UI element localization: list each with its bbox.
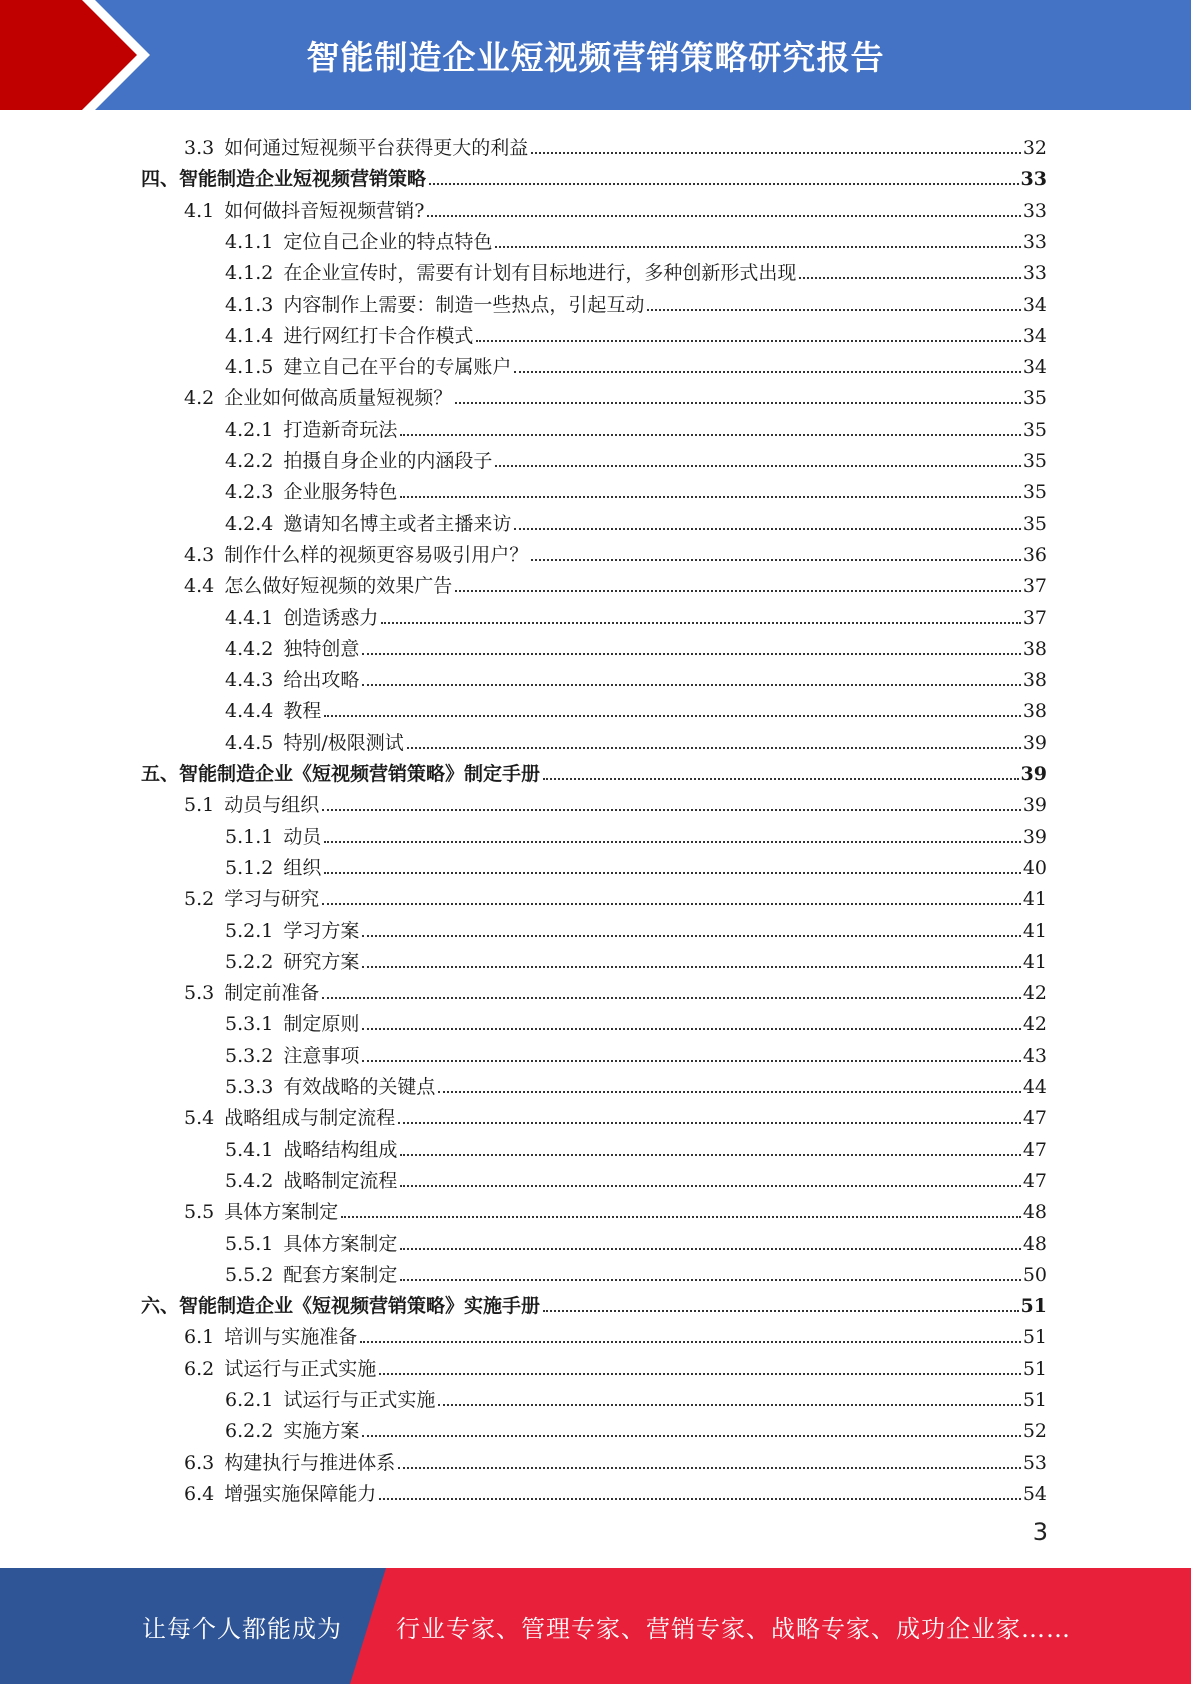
toc-entry-number: 4.1.3 bbox=[225, 293, 274, 316]
toc-entry[interactable] bbox=[225, 504, 1047, 535]
toc-entry-title: 实施方案 bbox=[283, 1420, 360, 1443]
toc-dot-leader bbox=[543, 778, 1019, 780]
toc-entry-page: 48 bbox=[1022, 1232, 1047, 1255]
toc-entry-page: 32 bbox=[1022, 137, 1047, 159]
toc-entry-number: 5.2.2 bbox=[225, 950, 274, 973]
toc-entry-page: 35 bbox=[1022, 450, 1047, 472]
toc-entry-page: 33 bbox=[1020, 168, 1047, 191]
toc-entry-number: 四、 bbox=[141, 168, 180, 191]
toc-entry[interactable] bbox=[225, 1067, 1047, 1098]
toc-entry[interactable] bbox=[184, 973, 1047, 1004]
document-title: 智能制造企业短视频营销策略研究报告 bbox=[306, 37, 885, 77]
toc-entry[interactable] bbox=[184, 378, 1047, 409]
toc-dot-leader bbox=[476, 340, 1020, 342]
toc-entry-page: 39 bbox=[1022, 794, 1047, 817]
toc-entry-number: 4.1.4 bbox=[225, 324, 274, 347]
toc-entry-page: 54 bbox=[1022, 1482, 1047, 1505]
toc-entry-number: 4.4.1 bbox=[225, 606, 274, 629]
toc-entry-page: 33 bbox=[1022, 230, 1047, 253]
toc-dot-leader bbox=[322, 809, 1021, 811]
toc-dot-leader bbox=[362, 684, 1020, 686]
toc-entry-page: 37 bbox=[1022, 606, 1047, 629]
toc-dot-leader bbox=[495, 246, 1020, 248]
footer-slogan-right: 行业专家、管理专家、营销专家、战略专家、成功企业家…… bbox=[396, 1614, 1071, 1643]
toc-entry-page: 51 bbox=[1020, 1295, 1047, 1318]
toc-entry-number: 4.1.2 bbox=[225, 262, 274, 285]
toc-entry-number: 4.1.1 bbox=[225, 230, 274, 253]
toc-entry-number: 5.5.2 bbox=[225, 1263, 274, 1286]
toc-entry-number: 5.5 bbox=[184, 1201, 215, 1224]
toc-entry-number: 5.1.2 bbox=[225, 856, 274, 879]
toc-entry[interactable] bbox=[184, 1349, 1047, 1380]
toc-entry-number: 5.3.3 bbox=[225, 1076, 274, 1098]
toc-dot-leader bbox=[400, 1185, 1020, 1187]
toc-entry-title: 战略结构组成 bbox=[283, 1138, 398, 1161]
toc-entry[interactable] bbox=[141, 754, 1047, 785]
toc-entry[interactable] bbox=[225, 1036, 1047, 1067]
page-footer bbox=[0, 1568, 1191, 1684]
toc-entry-title: 给出攻略 bbox=[283, 669, 360, 692]
toc-dot-leader bbox=[362, 1028, 1020, 1030]
toc-entry-page: 39 bbox=[1020, 763, 1047, 785]
toc-entry-number: 4.1 bbox=[184, 199, 215, 222]
toc-dot-leader bbox=[379, 1498, 1021, 1500]
toc-entry-number: 4.1.5 bbox=[225, 356, 274, 379]
toc-entry-page: 41 bbox=[1022, 919, 1047, 942]
toc-dot-leader bbox=[438, 1091, 1020, 1093]
toc-entry[interactable] bbox=[225, 942, 1047, 973]
toc-entry[interactable] bbox=[225, 848, 1047, 879]
toc-entry-title: 如何做抖音短视频营销? bbox=[224, 199, 425, 222]
toc-entry-page: 38 bbox=[1022, 669, 1047, 692]
toc-entry-number: 5.1.1 bbox=[225, 825, 274, 848]
toc-entry-page: 40 bbox=[1022, 856, 1047, 879]
toc-entry-number: 4.4 bbox=[184, 575, 215, 598]
toc-dot-leader bbox=[514, 371, 1020, 373]
toc-entry-title: 制定前准备 bbox=[224, 982, 320, 1005]
toc-entry-page: 53 bbox=[1022, 1451, 1047, 1474]
toc-entry-title: 组织 bbox=[283, 856, 322, 879]
toc-dot-leader bbox=[400, 1154, 1020, 1156]
toc-dot-leader bbox=[381, 622, 1020, 624]
toc-entry-number: 6.2 bbox=[184, 1357, 215, 1380]
toc-entry-title: 内容制作上需要：制造一些热点，引起互动 bbox=[283, 293, 645, 316]
toc-entry[interactable] bbox=[225, 629, 1047, 660]
toc-entry-number: 4.2 bbox=[184, 387, 215, 410]
toc-entry-title: 教程 bbox=[283, 700, 322, 723]
toc-entry-title: 试运行与正式实施 bbox=[283, 1389, 436, 1411]
toc-entry-title: 定位自己企业的特点特色 bbox=[283, 230, 493, 253]
toc-dot-leader bbox=[400, 496, 1020, 498]
toc-entry-title: 培训与实施准备 bbox=[224, 1326, 358, 1349]
toc-entry[interactable] bbox=[225, 723, 1047, 754]
toc-entry-number: 4.3 bbox=[184, 543, 215, 566]
toc-entry-page: 47 bbox=[1022, 1169, 1047, 1192]
toc-dot-leader bbox=[398, 1467, 1021, 1469]
toc-entry-title: 企业如何做高质量短视频？ bbox=[224, 387, 453, 410]
footer-slogan-left: 让每个人都能成为 bbox=[142, 1614, 342, 1643]
toc-entry-number: 六、 bbox=[141, 1295, 180, 1318]
toc-entry-page: 39 bbox=[1022, 825, 1047, 848]
toc-entry-title: 具体方案制定 bbox=[283, 1232, 398, 1255]
toc-entry-number: 5.4.2 bbox=[225, 1169, 274, 1192]
toc-entry-page: 47 bbox=[1022, 1107, 1047, 1130]
toc-entry-number: 5.5.1 bbox=[225, 1232, 274, 1255]
toc-entry-number: 5.3.2 bbox=[225, 1044, 274, 1067]
toc-dot-leader bbox=[360, 1341, 1021, 1343]
toc-dot-leader bbox=[400, 434, 1020, 436]
page-header bbox=[0, 0, 1191, 110]
toc-entry-title: 打造新奇玩法 bbox=[283, 418, 398, 441]
toc-entry-page: 47 bbox=[1022, 1138, 1047, 1161]
toc-entry-title: 具体方案制定 bbox=[224, 1201, 339, 1224]
toc-entry[interactable] bbox=[225, 911, 1047, 942]
page-number: 3 bbox=[1032, 1518, 1048, 1546]
toc-dot-leader bbox=[362, 1060, 1020, 1062]
toc-entry-page: 41 bbox=[1022, 950, 1047, 973]
toc-dot-leader bbox=[531, 559, 1021, 561]
toc-dot-leader bbox=[429, 183, 1019, 185]
toc-entry-number: 4.4.4 bbox=[225, 700, 274, 723]
toc-dot-leader bbox=[400, 1248, 1020, 1250]
toc-entry-number: 5.3.1 bbox=[225, 1013, 274, 1036]
toc-entry[interactable] bbox=[184, 1443, 1047, 1474]
toc-entry-page: 35 bbox=[1022, 512, 1047, 535]
toc-entry-number: 4.4.3 bbox=[225, 669, 274, 692]
toc-entry[interactable] bbox=[184, 566, 1047, 597]
toc-entry-number: 4.4.2 bbox=[225, 637, 274, 660]
toc-entry[interactable] bbox=[225, 316, 1047, 347]
toc-entry[interactable] bbox=[184, 879, 1047, 910]
toc-entry-page: 35 bbox=[1022, 387, 1047, 410]
toc-entry-title: 企业服务特色 bbox=[283, 481, 398, 504]
toc-entry-title: 独特创意 bbox=[283, 637, 360, 660]
toc-dot-leader bbox=[398, 1122, 1021, 1124]
toc-entry[interactable] bbox=[225, 1224, 1047, 1255]
toc-entry-title: 构建执行与推进体系 bbox=[224, 1451, 396, 1474]
toc-entry-page: 39 bbox=[1022, 731, 1047, 754]
toc-entry-page: 36 bbox=[1022, 543, 1047, 566]
toc-entry-title: 怎么做好短视频的效果广告 bbox=[224, 575, 453, 598]
toc-dot-leader bbox=[427, 215, 1020, 217]
toc-entry[interactable] bbox=[225, 1380, 1047, 1411]
toc-entry[interactable] bbox=[141, 1286, 1047, 1317]
toc-entry-number: 4.4.5 bbox=[225, 731, 274, 754]
toc-entry-page: 42 bbox=[1022, 1013, 1047, 1036]
toc-entry[interactable] bbox=[184, 1192, 1047, 1223]
toc-entry-page: 37 bbox=[1022, 575, 1047, 598]
toc-entry-title: 进行网红打卡合作模式 bbox=[283, 324, 474, 347]
toc-entry-title: 研究方案 bbox=[283, 950, 360, 973]
toc-entry[interactable] bbox=[225, 598, 1047, 629]
toc-entry-title: 战略组成与制定流程 bbox=[224, 1107, 396, 1130]
toc-entry-page: 52 bbox=[1022, 1420, 1047, 1443]
toc-entry-page: 33 bbox=[1022, 262, 1047, 285]
toc-entry-number: 五、 bbox=[141, 763, 180, 785]
toc-entry-title: 创造诱惑力 bbox=[283, 606, 379, 629]
toc-entry-page: 38 bbox=[1022, 637, 1047, 660]
toc-entry-title: 智能制造企业短视频营销策略 bbox=[179, 168, 427, 191]
toc-entry-page: 50 bbox=[1022, 1263, 1047, 1286]
toc-dot-leader bbox=[362, 653, 1020, 655]
toc-entry-number: 3.3 bbox=[184, 137, 215, 159]
toc-entry[interactable] bbox=[184, 1474, 1047, 1505]
toc-dot-leader bbox=[324, 872, 1020, 874]
toc-dot-leader bbox=[455, 590, 1021, 592]
toc-entry-number: 4.2.2 bbox=[225, 450, 274, 472]
toc-entry[interactable] bbox=[225, 285, 1047, 316]
toc-entry[interactable] bbox=[184, 1317, 1047, 1348]
toc-entry-number: 5.1 bbox=[184, 794, 215, 817]
toc-entry[interactable] bbox=[184, 128, 1047, 159]
toc-entry[interactable] bbox=[225, 1004, 1047, 1035]
toc-entry-number: 6.2.2 bbox=[225, 1420, 274, 1443]
toc-entry-title: 有效战略的关键点 bbox=[283, 1076, 436, 1098]
toc-entry[interactable] bbox=[225, 253, 1047, 284]
toc-entry-page: 35 bbox=[1022, 481, 1047, 504]
toc-entry-title: 学习方案 bbox=[283, 919, 360, 942]
toc-dot-leader bbox=[438, 1404, 1020, 1406]
toc-entry[interactable] bbox=[225, 817, 1047, 848]
toc-entry-title: 建立自己在平台的专属账户 bbox=[283, 356, 512, 379]
toc-dot-leader bbox=[362, 935, 1020, 937]
toc-entry-title: 如何通过短视频平台获得更大的利益 bbox=[224, 137, 529, 159]
toc-entry-title: 学习与研究 bbox=[224, 888, 320, 911]
toc-entry-page: 33 bbox=[1022, 199, 1047, 222]
toc-dot-leader bbox=[324, 841, 1020, 843]
toc-entry[interactable] bbox=[225, 410, 1047, 441]
toc-dot-leader bbox=[362, 1435, 1020, 1437]
header-arrow-decoration bbox=[0, 0, 160, 110]
toc-dot-leader bbox=[322, 997, 1021, 999]
toc-entry-page: 44 bbox=[1022, 1076, 1047, 1098]
toc-entry-title: 试运行与正式实施 bbox=[224, 1357, 377, 1380]
toc-entry-number: 4.2.4 bbox=[225, 512, 274, 535]
toc-dot-leader bbox=[400, 1279, 1020, 1281]
toc-entry[interactable] bbox=[225, 472, 1047, 503]
toc-entry-title: 拍摄自身企业的内涵段子 bbox=[283, 450, 493, 472]
toc-entry-page: 34 bbox=[1022, 293, 1047, 316]
toc-dot-leader bbox=[799, 277, 1020, 279]
toc-entry[interactable] bbox=[184, 191, 1047, 222]
toc-entry-title: 配套方案制定 bbox=[283, 1263, 398, 1286]
toc-entry-title: 邀请知名博主或者主播来访 bbox=[283, 512, 512, 535]
toc-dot-leader bbox=[407, 747, 1021, 749]
toc-entry-title: 动员与组织 bbox=[224, 794, 320, 817]
toc-entry-number: 5.4 bbox=[184, 1107, 215, 1130]
toc-entry[interactable] bbox=[184, 535, 1047, 566]
toc-entry[interactable] bbox=[225, 660, 1047, 691]
toc-entry[interactable] bbox=[141, 159, 1047, 190]
toc-entry-number: 4.2.3 bbox=[225, 481, 274, 504]
toc-entry-page: 51 bbox=[1022, 1389, 1047, 1411]
toc-entry-page: 51 bbox=[1022, 1326, 1047, 1349]
toc-entry-title: 制作什么样的视频更容易吸引用户？ bbox=[224, 543, 529, 566]
toc-entry[interactable] bbox=[225, 1255, 1047, 1286]
toc-entry-number: 6.1 bbox=[184, 1326, 215, 1349]
toc-entry-page: 41 bbox=[1022, 888, 1047, 911]
toc-entry-page: 42 bbox=[1022, 982, 1047, 1005]
toc-entry-number: 6.3 bbox=[184, 1451, 215, 1474]
toc-entry-number: 5.4.1 bbox=[225, 1138, 274, 1161]
toc-entry-page: 51 bbox=[1022, 1357, 1047, 1380]
toc-dot-leader bbox=[379, 1373, 1021, 1375]
toc-entry-title: 动员 bbox=[283, 825, 322, 848]
toc-entry-title: 智能制造企业《短视频营销策略》实施手册 bbox=[179, 1295, 541, 1318]
toc-entry-page: 38 bbox=[1022, 700, 1047, 723]
toc-entry-page: 48 bbox=[1022, 1201, 1047, 1224]
toc-dot-leader bbox=[455, 402, 1021, 404]
toc-entry[interactable] bbox=[225, 1130, 1047, 1161]
toc-dot-leader bbox=[322, 903, 1021, 905]
toc-entry[interactable] bbox=[184, 1098, 1047, 1129]
toc-entry-title: 制定原则 bbox=[283, 1013, 360, 1036]
toc-entry-page: 34 bbox=[1022, 356, 1047, 379]
toc-dot-leader bbox=[514, 528, 1020, 530]
toc-entry-title: 特别/极限测试 bbox=[283, 731, 404, 754]
toc-entry-number: 5.3 bbox=[184, 982, 215, 1005]
toc-dot-leader bbox=[531, 152, 1021, 154]
toc-entry-title: 战略制定流程 bbox=[283, 1169, 398, 1192]
toc-dot-leader bbox=[543, 1310, 1019, 1312]
toc-entry-page: 43 bbox=[1022, 1044, 1047, 1067]
toc-entry-number: 5.2.1 bbox=[225, 919, 274, 942]
toc-entry-page: 35 bbox=[1022, 418, 1047, 441]
toc-entry-title: 智能制造企业《短视频营销策略》制定手册 bbox=[179, 763, 541, 785]
toc-dot-leader bbox=[495, 465, 1020, 467]
toc-dot-leader bbox=[324, 715, 1020, 717]
toc-entry[interactable] bbox=[225, 1161, 1047, 1192]
toc-entry-page: 34 bbox=[1022, 324, 1047, 347]
toc-entry-number: 5.2 bbox=[184, 888, 215, 911]
toc-entry[interactable] bbox=[225, 347, 1047, 378]
toc-entry[interactable] bbox=[184, 785, 1047, 816]
toc-dot-leader bbox=[341, 1216, 1021, 1218]
toc-entry-number: 6.2.1 bbox=[225, 1389, 274, 1411]
toc-entry[interactable] bbox=[225, 1411, 1047, 1442]
toc-entry-number: 4.2.1 bbox=[225, 418, 274, 441]
toc-entry[interactable] bbox=[225, 691, 1047, 722]
toc-entry[interactable] bbox=[225, 222, 1047, 253]
toc-dot-leader bbox=[362, 966, 1020, 968]
toc-entry-title: 注意事项 bbox=[283, 1044, 360, 1067]
toc-dot-leader bbox=[647, 309, 1020, 311]
toc-entry-title: 增强实施保障能力 bbox=[224, 1482, 377, 1505]
toc-entry-number: 6.4 bbox=[184, 1482, 215, 1505]
toc-entry-title: 在企业宣传时，需要有计划有目标地进行，多种创新形式出现 bbox=[283, 262, 797, 285]
toc-entry[interactable] bbox=[225, 441, 1047, 472]
